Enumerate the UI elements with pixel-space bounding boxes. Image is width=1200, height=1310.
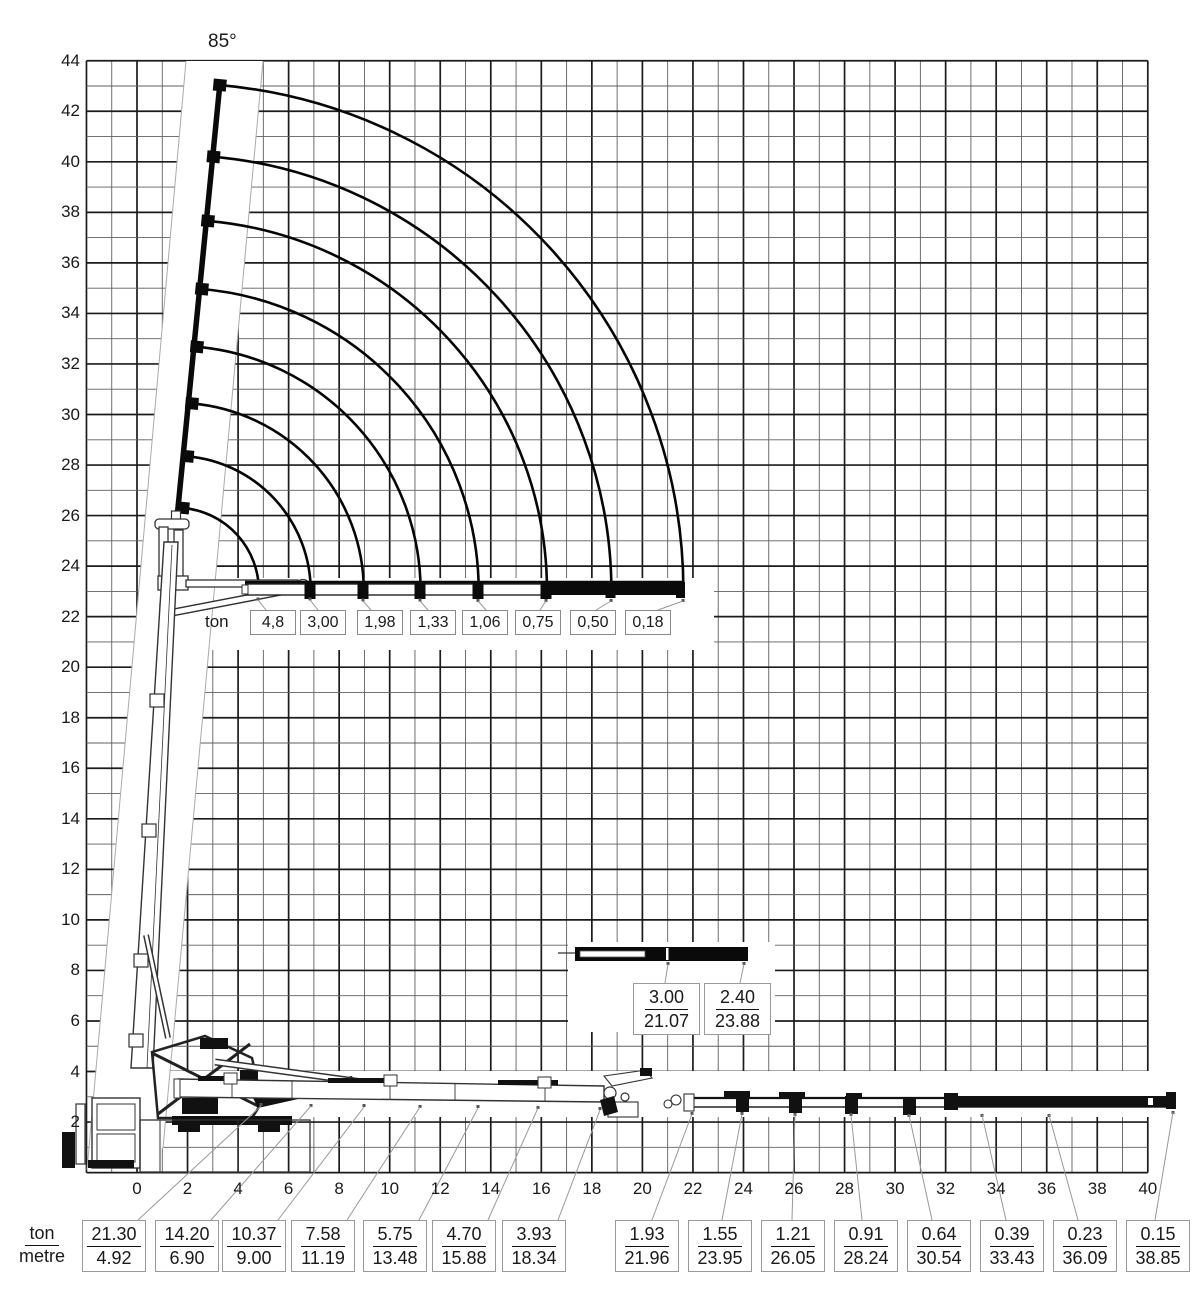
ground-box-ton: 4.70	[442, 1223, 485, 1247]
ground-box	[1126, 1220, 1190, 1272]
x-tick: 40	[1138, 1179, 1158, 1198]
ground-box-metre: 9.00	[236, 1247, 272, 1268]
x-tick: 0	[132, 1179, 142, 1198]
x-tick: 16	[531, 1179, 551, 1198]
x-tick: 8	[334, 1179, 344, 1198]
y-tick: 20	[61, 657, 80, 677]
ground-box	[615, 1220, 679, 1272]
load-box: 1,33	[410, 610, 456, 635]
leader-lines	[138, 600, 1173, 1220]
y-tick: 28	[61, 455, 80, 475]
jib-box-metre: 23.88	[714, 1010, 761, 1031]
leader-dots	[257, 598, 1175, 1118]
x-tick: 38	[1087, 1179, 1107, 1198]
jib-box-ton: 2.40	[716, 986, 759, 1010]
y-tick: 32	[61, 353, 80, 373]
ground-box-ton: 0.64	[917, 1223, 960, 1247]
ground-box-metre: 23.95	[697, 1247, 743, 1268]
ground-box	[834, 1220, 898, 1272]
jib-inset-bar	[558, 947, 748, 961]
ground-box-metre: 26.05	[770, 1247, 816, 1268]
x-tick: 34	[986, 1179, 1006, 1198]
upper-unit-label: ton	[205, 612, 229, 631]
ground-box-ton: 0.23	[1063, 1223, 1106, 1247]
ground-box-ton: 1.21	[771, 1223, 814, 1247]
ground-box	[222, 1220, 286, 1272]
ground-box	[761, 1220, 825, 1272]
x-tick: 26	[784, 1179, 804, 1198]
load-box: 1,98	[357, 610, 403, 635]
load-box: 1,06	[462, 610, 508, 635]
ground-box-ton: 21.30	[87, 1223, 140, 1247]
x-tick: 12	[430, 1179, 450, 1198]
boom-angle-label: 85°	[208, 31, 237, 52]
ground-box-ton: 0.91	[844, 1223, 887, 1247]
ground-unit-legend	[10, 1223, 74, 1268]
y-tick: 44	[61, 50, 80, 70]
jib-box	[633, 983, 700, 1035]
ground-box	[432, 1220, 496, 1272]
y-tick: 6	[70, 1010, 80, 1030]
y-tick: 30	[61, 404, 80, 424]
y-tick: 2	[70, 1112, 80, 1132]
x-tick: 18	[582, 1179, 602, 1198]
ground-box-metre: 15.88	[441, 1247, 487, 1268]
x-tick: 36	[1037, 1179, 1057, 1198]
ground-box-ton: 7.58	[301, 1223, 344, 1247]
ground-box-metre: 30.54	[916, 1247, 962, 1268]
ground-box-metre: 18.34	[511, 1247, 557, 1268]
ground-box-metre: 33.43	[989, 1247, 1035, 1268]
ground-box-ton: 10.37	[227, 1223, 280, 1247]
load-box: 0,50	[570, 610, 616, 635]
x-tick: 20	[632, 1179, 652, 1198]
ground-box-ton: 5.75	[373, 1223, 416, 1247]
ground-box-ton: 1.93	[625, 1223, 668, 1247]
y-tick: 36	[61, 252, 80, 272]
y-tick: 16	[61, 758, 80, 778]
load-box: 0,18	[625, 610, 671, 635]
y-tick: 10	[61, 909, 80, 929]
jib-box-metre: 21.07	[643, 1010, 690, 1031]
load-box: 4,8	[250, 610, 296, 635]
ground-box-metre: 13.48	[372, 1247, 418, 1268]
load-box: 0,75	[515, 610, 561, 635]
jib-box	[704, 983, 771, 1035]
y-tick: 26	[61, 505, 80, 525]
ground-box	[688, 1220, 752, 1272]
ground-box	[363, 1220, 427, 1272]
x-tick: 32	[936, 1179, 956, 1198]
ground-box-metre: 21.96	[624, 1247, 670, 1268]
y-tick: 34	[61, 303, 80, 323]
ground-box-ton: 0.39	[990, 1223, 1033, 1247]
ground-box-ton: 0.15	[1136, 1223, 1179, 1247]
x-tick: 28	[835, 1179, 854, 1198]
ground-box-metre: 4.92	[96, 1247, 132, 1268]
y-tick: 22	[61, 606, 80, 626]
ground-unit-bottom: metre	[18, 1245, 65, 1266]
ground-box-metre: 6.90	[169, 1247, 205, 1268]
ground-box-metre: 36.09	[1062, 1247, 1108, 1268]
x-tick: 6	[283, 1179, 294, 1198]
ground-box-ton: 1.55	[698, 1223, 741, 1247]
ground-box	[502, 1220, 566, 1272]
ground-box	[980, 1220, 1044, 1272]
ground-box-metre: 11.19	[301, 1247, 345, 1268]
ground-unit-top: ton	[25, 1223, 58, 1246]
ground-box-ton: 14.20	[160, 1223, 213, 1247]
y-tick: 8	[70, 960, 80, 980]
ground-box-metre: 28.24	[843, 1247, 889, 1268]
y-tick: 18	[61, 707, 80, 727]
y-tick: 12	[61, 859, 80, 879]
y-tick: 4	[70, 1061, 80, 1081]
y-tick: 24	[61, 556, 80, 576]
ground-box	[1053, 1220, 1117, 1272]
ground-box	[291, 1220, 355, 1272]
y-tick: 14	[61, 808, 80, 828]
load-box: 3,00	[300, 610, 346, 635]
x-tick: 4	[233, 1179, 243, 1198]
y-tick: 38	[61, 202, 80, 222]
ground-box	[82, 1220, 146, 1272]
ground-box	[907, 1220, 971, 1272]
jib-box-ton: 3.00	[645, 986, 688, 1010]
x-tick: 10	[380, 1179, 400, 1198]
y-tick: 42	[61, 101, 80, 121]
ground-box-metre: 38.85	[1135, 1247, 1181, 1268]
x-tick: 30	[885, 1179, 905, 1198]
y-tick: 40	[61, 151, 80, 171]
ground-box-ton: 3.93	[512, 1223, 555, 1247]
x-tick: 24	[734, 1179, 753, 1198]
x-tick: 14	[481, 1179, 501, 1198]
x-tick: 2	[182, 1179, 193, 1198]
ground-box	[155, 1220, 219, 1272]
x-tick: 22	[683, 1179, 703, 1198]
